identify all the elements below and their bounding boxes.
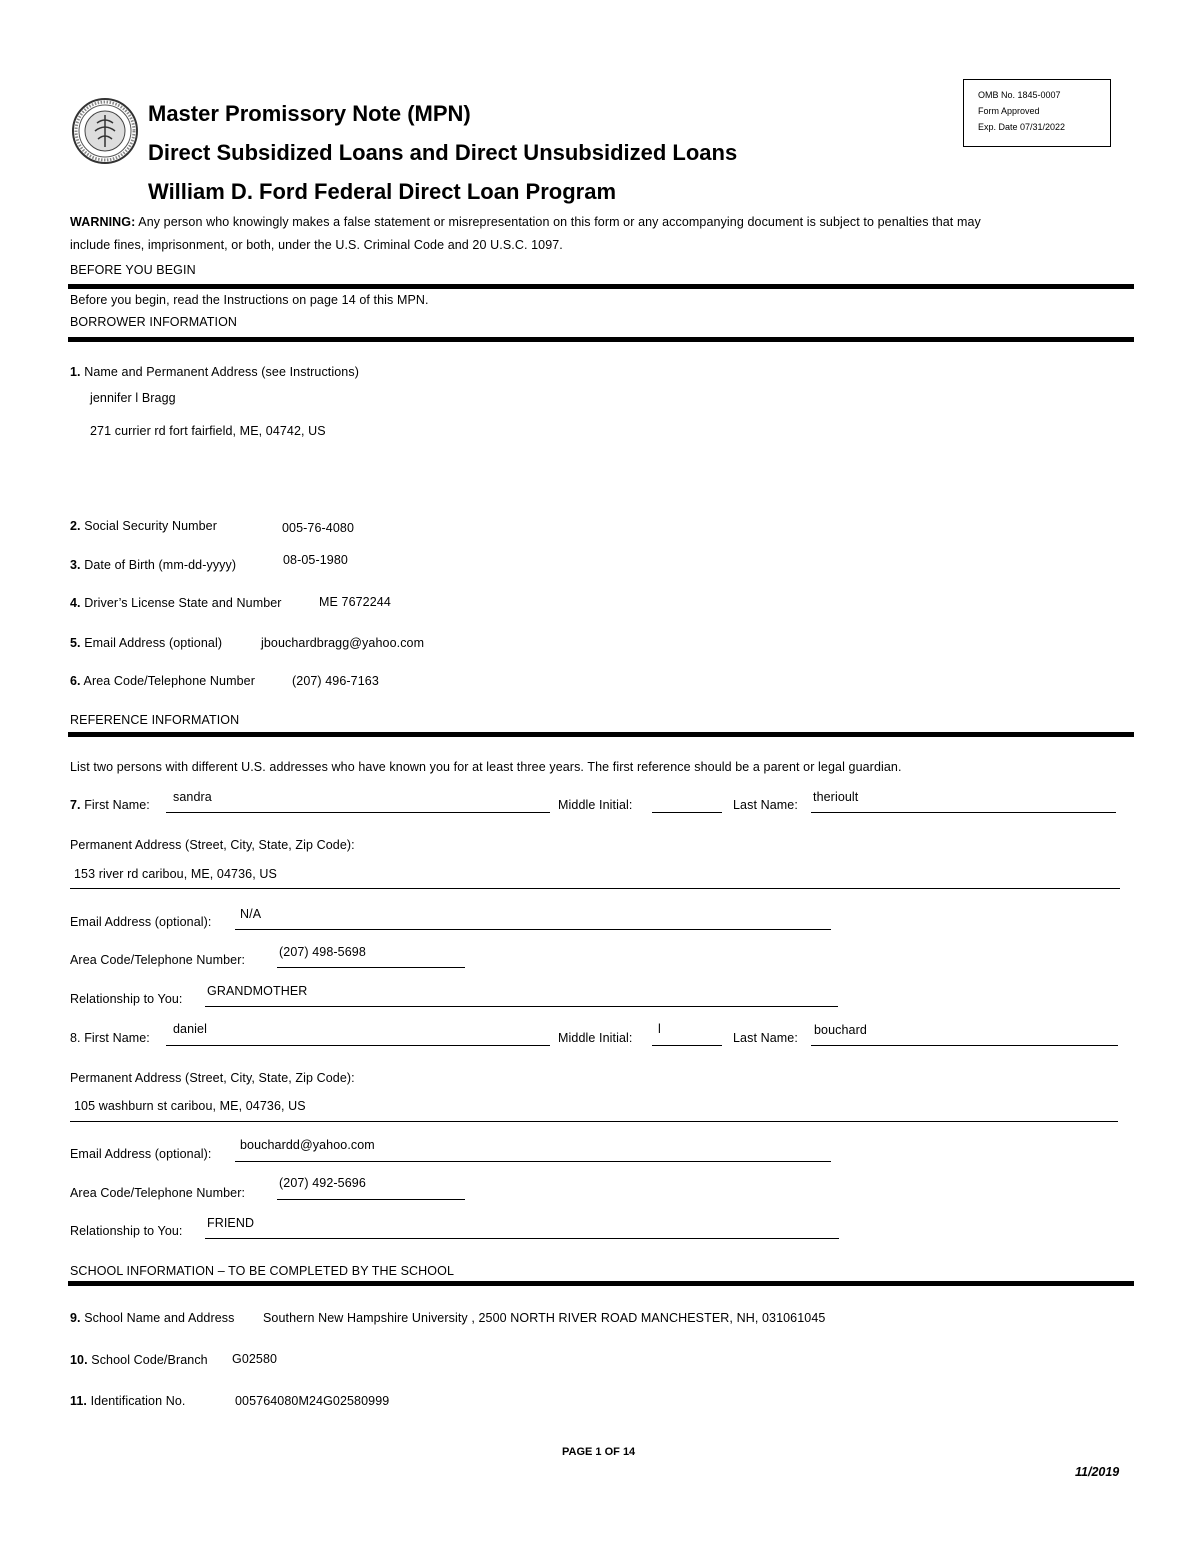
ref7-phone-label: Area Code/Telephone Number: (70, 953, 246, 967)
form-title: Master Promissory Note (MPN) (148, 101, 471, 126)
ref8-last-name: bouchard (814, 1023, 867, 1037)
ref7-first-name: sandra (173, 790, 212, 804)
drivers-license-value: ME 7672244 (319, 595, 391, 609)
school-code: G02580 (232, 1352, 278, 1366)
ref8-phone: (207) 492-5696 (279, 1176, 366, 1190)
expiration-date: Exp. Date 07/31/2022 (978, 122, 1066, 132)
ref7-last-name-line (811, 812, 1116, 813)
ref8-phone-line (277, 1199, 465, 1200)
ref7-address-label: Permanent Address (Street, City, State, Zip Code): (70, 838, 355, 852)
before-you-begin-text: Before you begin, read the Instructions on page 14 of this MPN. (70, 293, 429, 307)
q9-label: 9. School Name and Address (70, 1311, 235, 1325)
ref8-last-name-label: Last Name: (733, 1031, 798, 1045)
reference-heading: REFERENCE INFORMATION (70, 713, 240, 727)
warning-label: WARNING: (70, 215, 136, 229)
ref7-last-name: therioult (813, 790, 859, 804)
ref8-first-name-line (166, 1045, 550, 1046)
ref7-phone-line (277, 967, 465, 968)
ref8-email: bouchardd@yahoo.com (240, 1138, 375, 1152)
q4-label: 4. Driver’s License State and Number (70, 596, 282, 610)
q2-label: 2. Social Security Number (70, 519, 218, 533)
ref7-first-name-label: 7. First Name: (70, 798, 150, 812)
ref7-first-name-line (166, 812, 550, 813)
ref8-relationship-label: Relationship to You: (70, 1224, 183, 1238)
identification-number: 005764080M24G02580999 (235, 1394, 390, 1408)
email-value: jbouchardbragg@yahoo.com (261, 636, 425, 650)
ref7-address-line (70, 888, 1120, 889)
ref7-email-label: Email Address (optional): (70, 915, 212, 929)
omb-box (963, 79, 1111, 147)
department-seal-icon (71, 97, 139, 165)
form-subtitle: Direct Subsidized Loans and Direct Unsubsidized Loans (148, 140, 738, 165)
ref7-email-line (235, 929, 831, 930)
program-title: William D. Ford Federal Direct Loan Program (148, 179, 617, 204)
ref8-first-name-label: 8. First Name: (70, 1031, 150, 1045)
phone-value: (207) 496-7163 (292, 674, 379, 688)
reference-intro: List two persons with different U.S. addresses who have known you for at least three years. The first reference should be a parent or legal guardian. (70, 760, 902, 774)
ssn-value: 005-76-4080 (282, 521, 354, 535)
school-name-address: Southern New Hampshire University , 2500 NORTH RIVER ROAD MANCHESTER, NH, 031061045 (263, 1311, 826, 1325)
ref7-last-name-label: Last Name: (733, 798, 798, 812)
borrower-name: jennifer l Bragg (90, 391, 176, 405)
form-approved: Form Approved (978, 106, 1040, 116)
q5-label: 5. Email Address (optional) (70, 636, 223, 650)
page-number: PAGE 1 OF 14 (562, 1446, 636, 1458)
section-divider (68, 284, 1134, 289)
dob-value: 08-05-1980 (283, 553, 348, 567)
section-divider (68, 732, 1134, 737)
ref8-address-label: Permanent Address (Street, City, State, Zip Code): (70, 1071, 355, 1085)
ref8-middle-initial-label: Middle Initial: (558, 1031, 633, 1045)
ref7-relationship-line (205, 1006, 838, 1007)
ref7-relationship: GRANDMOTHER (207, 984, 308, 998)
ref7-relationship-label: Relationship to You: (70, 992, 183, 1006)
q3-label: 3. Date of Birth (mm-dd-yyyy) (70, 558, 237, 572)
section-divider (68, 1281, 1134, 1286)
warning-text (70, 215, 1140, 229)
section-divider (68, 337, 1134, 342)
warning-line2: include fines, imprisonment, or both, under the U.S. Criminal Code and 20 U.S.C. 1097. (70, 238, 563, 252)
ref7-address: 153 river rd caribou, ME, 04736, US (74, 867, 277, 881)
ref7-phone: (207) 498-5698 (279, 945, 366, 959)
ref8-address-line (70, 1121, 1118, 1122)
ref7-email: N/A (240, 907, 262, 921)
ref8-address: 105 washburn st caribou, ME, 04736, US (74, 1099, 306, 1113)
ref8-email-label: Email Address (optional): (70, 1147, 212, 1161)
q11-label: 11. Identification No. (70, 1394, 186, 1408)
ref8-first-name: daniel (173, 1022, 207, 1036)
ref8-relationship-line (205, 1238, 839, 1239)
ref8-middle-initial-line (652, 1045, 722, 1046)
q10-label: 10. School Code/Branch (70, 1353, 208, 1367)
revision-date: 11/2019 (1075, 1465, 1120, 1479)
ref8-last-name-line (811, 1045, 1118, 1046)
omb-number: OMB No. 1845-0007 (978, 90, 1061, 100)
q1-label: 1. Name and Permanent Address (see Instructions) (70, 365, 359, 379)
warning-line1: Any person who knowingly makes a false statement or misrepresentation on this form or any accompanying document is subject to penalties that may (135, 215, 981, 229)
ref7-middle-initial-line (652, 812, 722, 813)
ref8-email-line (235, 1161, 831, 1162)
borrower-heading: BORROWER INFORMATION (70, 315, 238, 329)
q6-label: 6. Area Code/Telephone Number (70, 674, 255, 688)
ref8-phone-label: Area Code/Telephone Number: (70, 1186, 246, 1200)
ref8-relationship: FRIEND (207, 1216, 255, 1230)
before-you-begin-heading: BEFORE YOU BEGIN (70, 263, 196, 277)
ref8-middle-initial: l (658, 1022, 661, 1036)
ref7-middle-initial-label: Middle Initial: (558, 798, 633, 812)
school-heading: SCHOOL INFORMATION – TO BE COMPLETED BY THE SCHOOL (70, 1264, 455, 1278)
borrower-address: 271 currier rd fort fairfield, ME, 04742, US (90, 424, 326, 438)
